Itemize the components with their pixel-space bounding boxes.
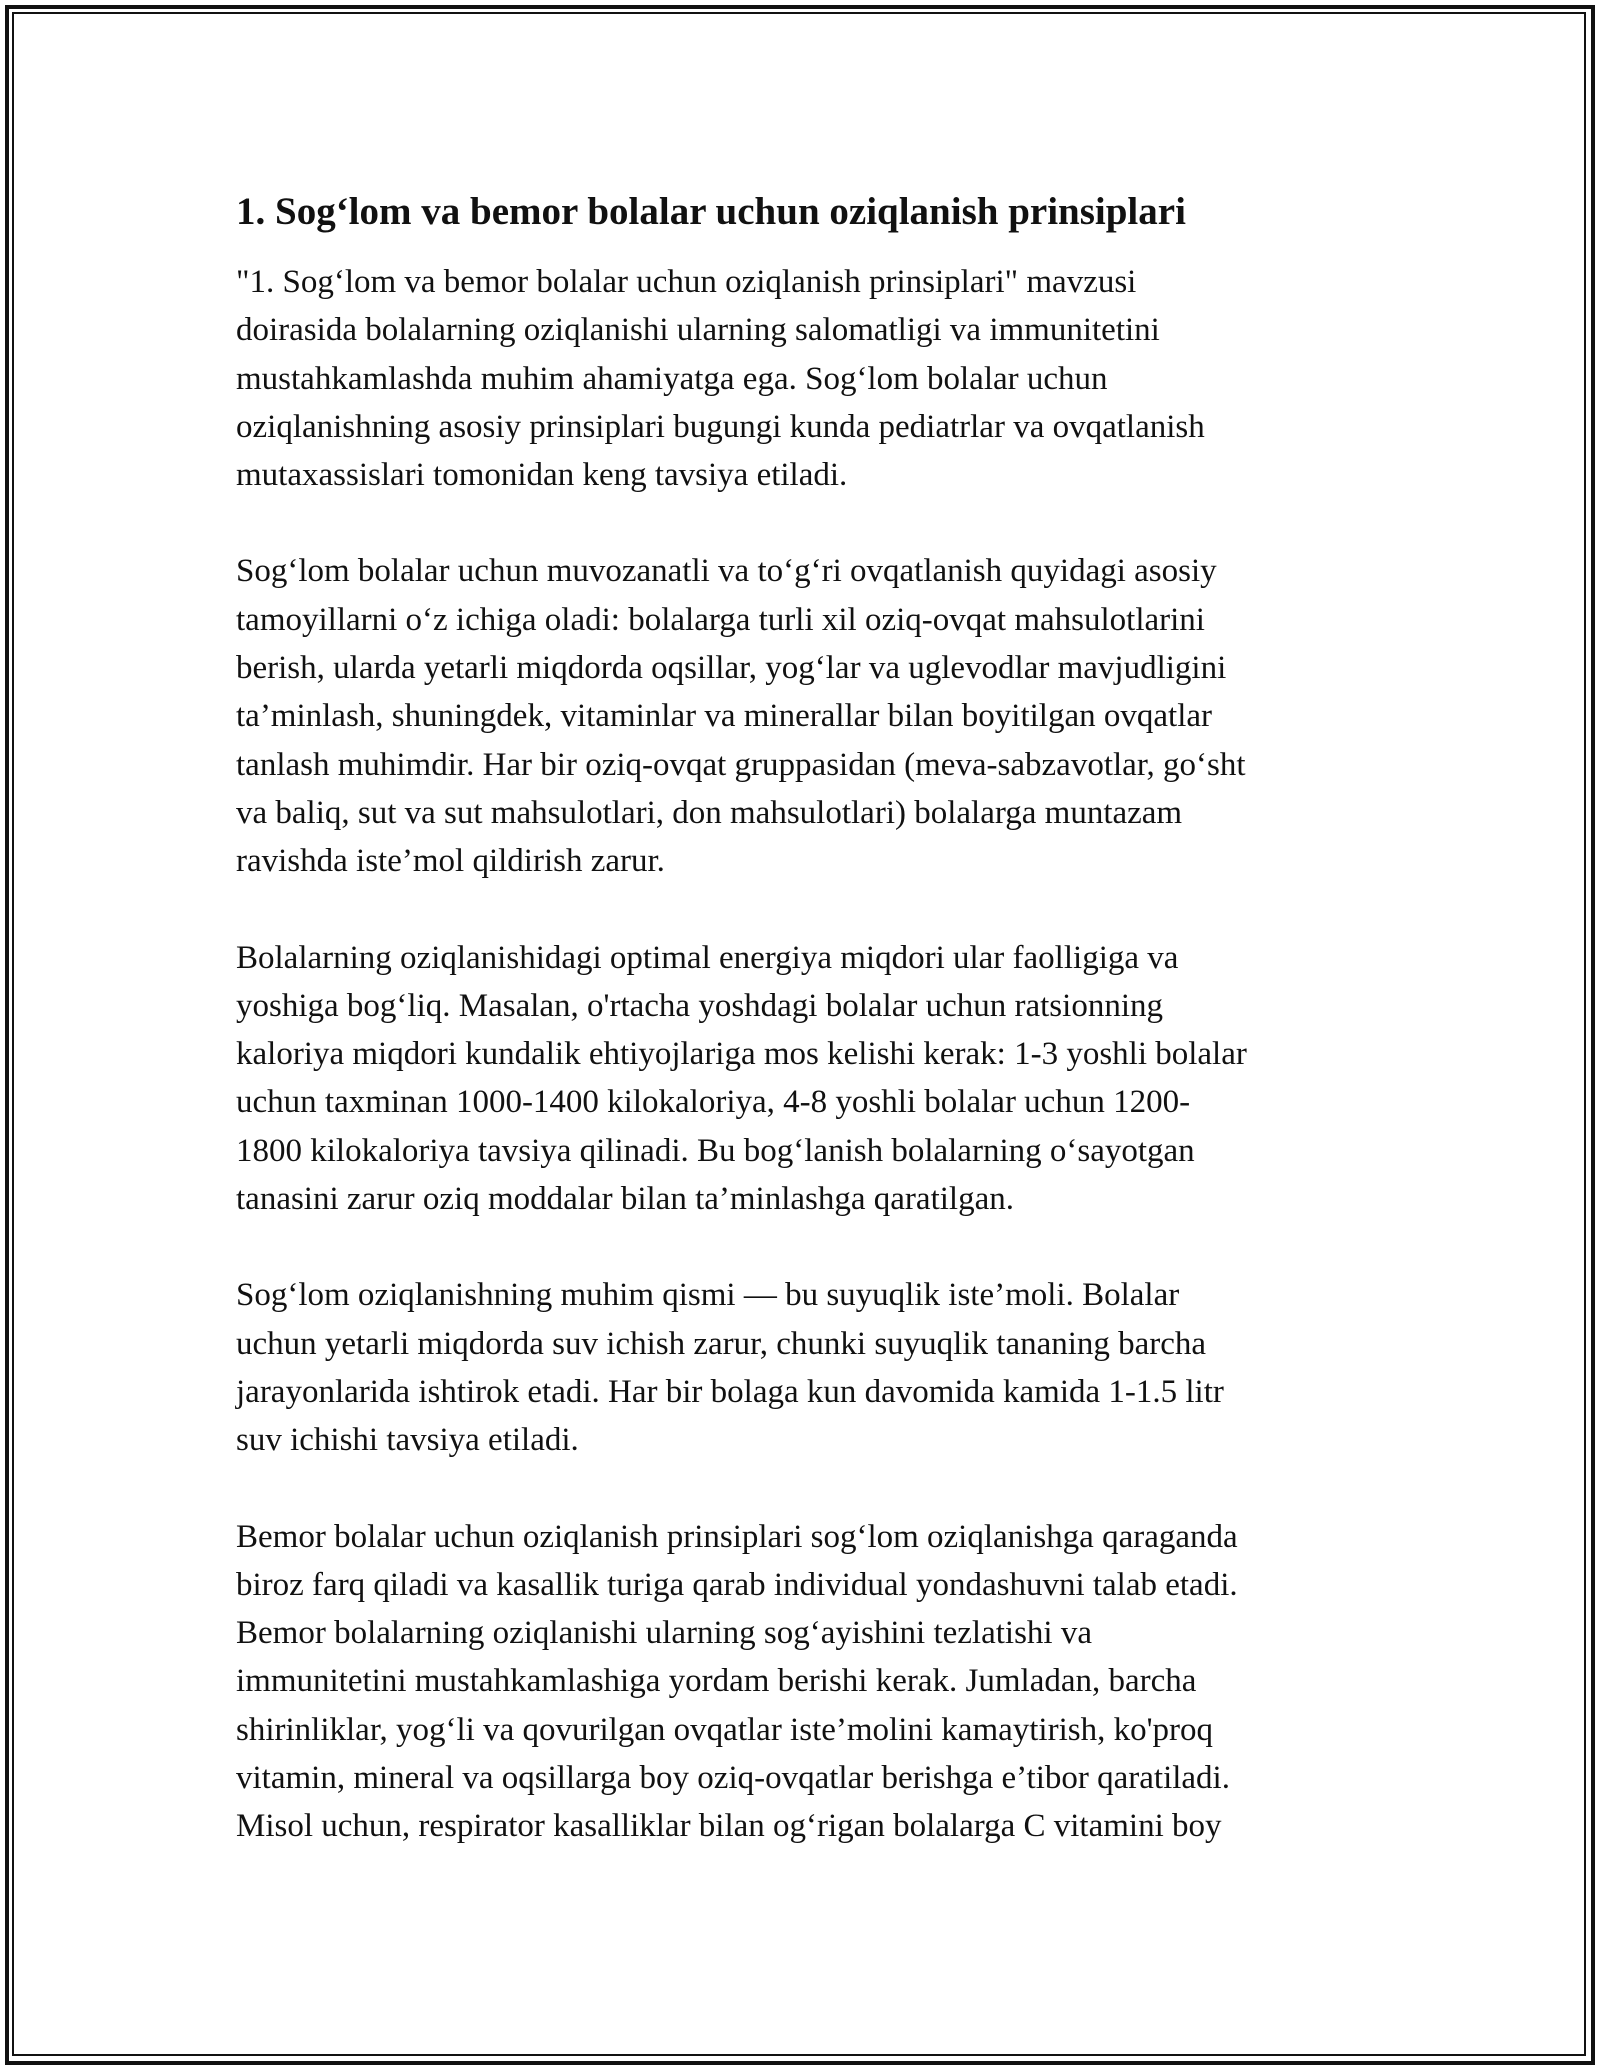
paragraph-intro bbox=[236, 258, 1366, 499]
text-line: tanasini zarur oziq moddalar bilan ta’minlashga qaratilgan. bbox=[236, 1181, 1014, 1218]
text-line: suv ichishi tavsiya etiladi. bbox=[236, 1422, 579, 1459]
text-line: berish, ularda yetarli miqdorda oqsillar, yog‘lar va uglevodlar mavjudligini bbox=[236, 650, 1227, 687]
text-line: Bemor bolalar uchun oziqlanish prinsiplari sog‘lom oziqlanishga qaraganda bbox=[236, 1518, 1238, 1555]
text-line: Sog‘lom bolalar uchun muvozanatli va to‘g‘ri ovqatlanish quyidagi asosiy bbox=[236, 553, 1217, 590]
text-line: shirinliklar, yog‘li va qovurilgan ovqatlar iste’molini kamaytirish, ko'proq bbox=[236, 1711, 1214, 1748]
text-line: va baliq, sut va sut mahsulotlari, don mahsulotlari) bolalarga muntazam bbox=[236, 794, 1183, 831]
text-line: oziqlanishning asosiy prinsiplari bugungi kunda pediatrlar va ovqatlanish bbox=[236, 408, 1205, 445]
text-line: vitamin, mineral va oqsillarga boy oziq-ovqatlar berishga e’tibor qaratiladi. bbox=[236, 1760, 1230, 1797]
text-line: uchun yetarli miqdorda suv ichish zarur, chunki suyuqlik tananing barcha bbox=[236, 1325, 1207, 1362]
text-line: 1800 kilokaloriya tavsiya qilinadi. Bu bog‘lanish bolalarning o‘sayotgan bbox=[236, 1132, 1195, 1169]
document-body bbox=[236, 186, 1366, 1899]
text-line: mustahkamlashda muhim ahamiyatga ega. Sog‘lom bolalar uchun bbox=[236, 360, 1108, 397]
text-line: Misol uchun, respirator kasalliklar bilan og‘rigan bolalarga C vitamini boy bbox=[236, 1808, 1222, 1845]
text-line: "1. Sog‘lom va bemor bolalar uchun oziqlanish prinsiplari" mavzusi bbox=[236, 264, 1137, 300]
paragraph-fluids bbox=[236, 1271, 1366, 1464]
text-line: kaloriya miqdori kundalik ehtiyojlariga mos kelishi kerak: 1-3 yoshli bolalar bbox=[236, 1036, 1247, 1073]
paragraph-balanced-diet bbox=[236, 547, 1366, 885]
paragraph-energy bbox=[236, 934, 1366, 1224]
text-line: uchun taxminan 1000-1400 kilokaloriya, 4-8 yoshli bolalar uchun 1200- bbox=[236, 1084, 1191, 1121]
text-line: tamoyillarni o‘z ichiga oladi: bolalarga turli xil oziq-ovqat mahsulotlarini bbox=[236, 601, 1205, 638]
text-line: yoshiga bog‘liq. Masalan, o'rtacha yoshdagi bolalar uchun ratsionning bbox=[236, 987, 1163, 1024]
text-line: jarayonlarida ishtirok etadi. Har bir bolaga kun davomida kamida 1-1.5 litr bbox=[236, 1373, 1224, 1410]
text-line: Sog‘lom oziqlanishning muhim qismi — bu suyuqlik iste’moli. Bolalar bbox=[236, 1277, 1180, 1314]
text-line: mutaxassislari tomonidan keng tavsiya etiladi. bbox=[236, 457, 848, 494]
text-line: biroz farq qiladi va kasallik turiga qarab individual yondashuvni talab etadi. bbox=[236, 1566, 1238, 1603]
text-line: ravishda iste’mol qildirish zarur. bbox=[236, 843, 665, 880]
document-title: 1. Sog‘lom va bemor bolalar uchun oziqlanish prinsiplari bbox=[236, 190, 1186, 233]
text-line: immunitetini mustahkamlashiga yordam berishi kerak. Jumladan, barcha bbox=[236, 1663, 1197, 1700]
text-line: tanlash muhimdir. Har bir oziq-ovqat gruppasidan (meva-sabzavotlar, go‘sht bbox=[236, 746, 1246, 783]
text-line: doirasida bolalarning oziqlanishi ularning salomatligi va immunitetini bbox=[236, 312, 1160, 349]
text-line: Bolalarning oziqlanishidagi optimal energiya miqdori ular faolligiga va bbox=[236, 939, 1179, 976]
paragraph-sick-children bbox=[236, 1513, 1366, 1851]
text-line: ta’minlash, shuningdek, vitaminlar va minerallar bilan boyitilgan ovqatlar bbox=[236, 698, 1212, 735]
text-line: Bemor bolalarning oziqlanishi ularning sog‘ayishini tezlatishi va bbox=[236, 1615, 1092, 1652]
